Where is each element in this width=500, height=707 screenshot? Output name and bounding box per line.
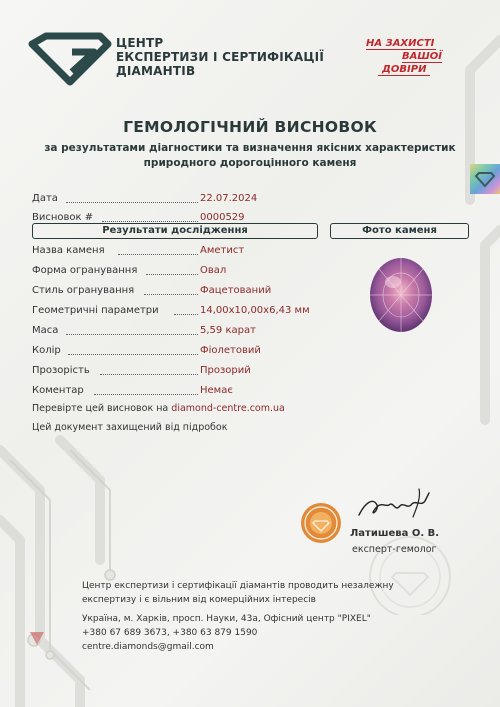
org-name-line-3: ДІАМАНТІВ [116, 64, 196, 78]
footer-disclaimer-line-2: експертизу і є вільним від комерційних інтересів [82, 595, 316, 605]
dotted-leader [100, 374, 198, 375]
expert-role: експерт-гемолог [352, 544, 437, 555]
slogan-line-3: ДОВІРИ [378, 64, 430, 76]
footer-contacts [82, 612, 371, 654]
expert-name: Латишева О. В. [350, 528, 440, 539]
dotted-leader [68, 354, 198, 355]
result-row [32, 263, 332, 283]
result-row [32, 283, 332, 303]
result-value: Фацетований [200, 285, 272, 296]
result-label: Геометричні параметри [32, 305, 159, 316]
dotted-leader [66, 334, 198, 335]
protection-note: Цей документ захищений від підробок [32, 422, 228, 433]
result-label: Колір [32, 345, 61, 356]
document-subtitle [0, 141, 500, 171]
certificate-number-value: 0000529 [200, 212, 245, 223]
slogan-line-1: НА ЗАХИСТІ [366, 38, 435, 49]
expert-signature [355, 487, 435, 523]
document-title: ГЕМОЛОГІЧНИЙ ВИСНОВОК [123, 118, 377, 136]
diamond-logo-icon [28, 30, 112, 86]
footer-email: centre.diamonds@gmail.com [82, 642, 214, 652]
org-name-line-1: ЦЕНТР [116, 36, 164, 50]
result-row [32, 243, 332, 263]
dotted-leader [66, 202, 198, 203]
footer-disclaimer-line-1: Центр експертизи і сертифікації діамантів проводить незалежну [82, 581, 394, 591]
result-row [32, 363, 332, 383]
result-value: Немає [200, 385, 233, 396]
gemstone-photo [368, 256, 434, 334]
dotted-leader [144, 294, 198, 295]
result-value: 5,59 карат [200, 325, 256, 336]
dotted-leader [174, 314, 198, 315]
result-value: Прозорий [200, 365, 251, 376]
footer-phones: +380 67 689 3673, +380 63 879 1590 [82, 628, 258, 638]
date-value: 22.07.2024 [200, 193, 258, 204]
result-label: Коментар [32, 385, 84, 396]
subtitle-line-1: за результатами діагностики та визначення якісних характеристик [44, 142, 456, 154]
certificate-number-label: Висновок # [32, 212, 94, 223]
result-label: Маса [32, 325, 59, 336]
date-row [32, 191, 332, 210]
result-value: 14,00x10,00x6,43 мм [200, 305, 310, 316]
result-value: Овал [200, 265, 227, 276]
footer-disclaimer [82, 579, 394, 607]
results-list [32, 243, 332, 403]
dotted-leader [146, 274, 198, 275]
footer-address: Україна, м. Харків, просп. Науки, 43а, Офісний центр "PIXEL" [82, 614, 371, 624]
dotted-leader [94, 394, 198, 395]
result-row [32, 323, 332, 343]
result-label: Прозорість [32, 365, 90, 376]
result-label: Стиль огранування [32, 285, 135, 296]
expert-seal-icon [300, 502, 342, 544]
date-label: Дата [32, 193, 58, 204]
verify-text: Перевірте цей висновок на [32, 403, 169, 414]
slogan-line-2: ВАШОЇ [402, 51, 442, 62]
result-row [32, 343, 332, 363]
organization-name [116, 36, 324, 78]
result-value: Фіолетовий [200, 345, 261, 356]
dotted-leader [102, 221, 198, 222]
result-row [32, 303, 332, 323]
org-name-line-2: ЕКСПЕРТИЗИ І СЕРТИФІКАЦІЇ [116, 50, 325, 64]
result-value: Аметист [200, 245, 245, 256]
result-label: Назва каменя [32, 245, 105, 256]
subtitle-line-2: природного дорогоцінного каменя [143, 157, 357, 169]
photo-section-header: Фото каменя [330, 223, 469, 239]
trust-slogan [356, 38, 464, 78]
verify-note [32, 403, 285, 414]
verify-link[interactable]: diamond-centre.com.ua [171, 403, 285, 414]
result-label: Форма огранування [32, 265, 138, 276]
result-row [32, 383, 332, 403]
hologram-sticker-icon [470, 164, 500, 194]
dotted-leader [118, 254, 198, 255]
results-section-header: Результати дослідження [32, 223, 318, 239]
